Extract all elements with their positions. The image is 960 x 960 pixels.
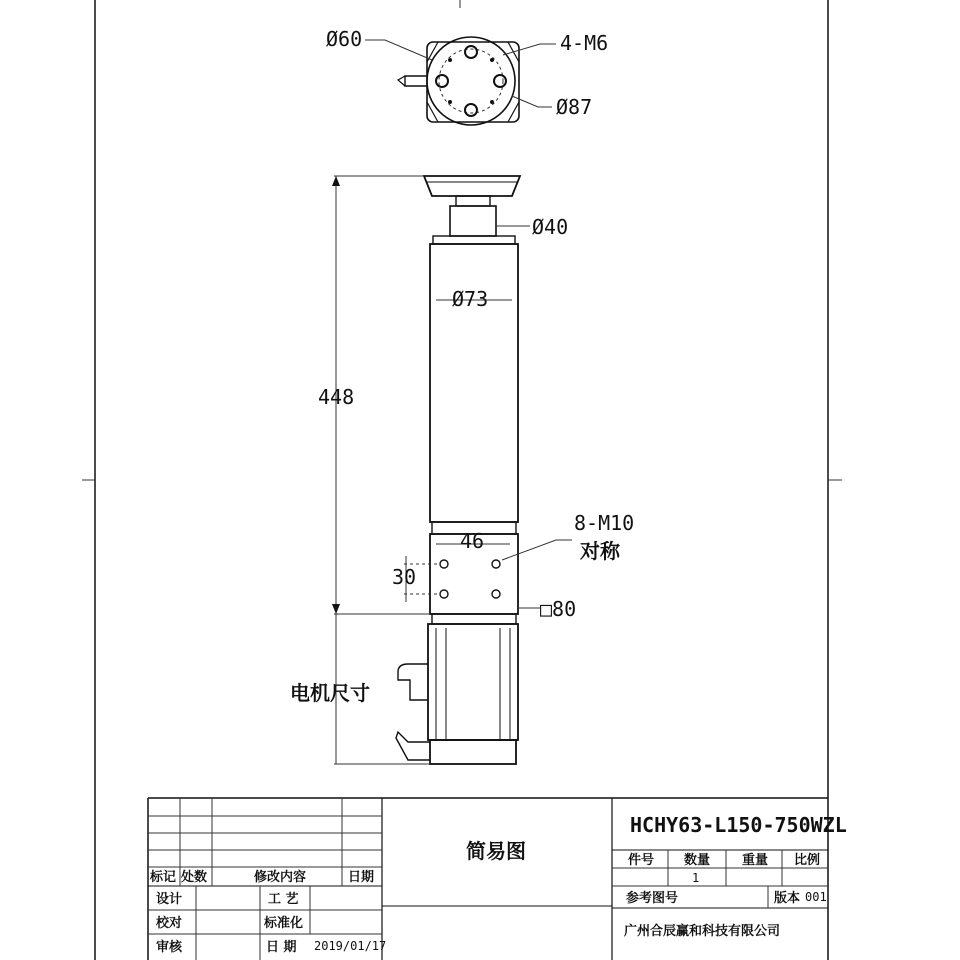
top-view-leaders <box>365 40 556 107</box>
side-view-motor <box>396 614 518 764</box>
tb-date-header: 日期 <box>348 870 375 885</box>
tb-check: 校对 <box>156 916 183 931</box>
dim-d87: Ø87 <box>556 95 593 119</box>
tb-qty: 数量 <box>684 853 711 868</box>
dim-8-m10: 8-M10 <box>574 511 635 535</box>
tb-change: 修改内容 <box>254 870 307 885</box>
dim-d73: Ø73 <box>452 287 489 311</box>
dim-30: 30 <box>392 565 417 589</box>
tb-process: 工 艺 <box>268 892 299 907</box>
tb-version-value: 001 <box>805 890 827 904</box>
dim-sq80: □80 <box>540 597 577 621</box>
tb-mark: 标记 <box>150 870 177 885</box>
model-number: HCHY63-L150-750WZL <box>630 813 847 837</box>
motor-size-label: 电机尺寸 <box>290 681 370 705</box>
dim-symmetric: 对称 <box>580 539 620 563</box>
tb-design: 设计 <box>156 892 183 907</box>
tb-scale: 比例 <box>794 853 821 868</box>
company-name: 广州合辰赢和科技有限公司 <box>624 924 781 939</box>
dim-d60: Ø60 <box>326 27 363 51</box>
dim-46: 46 <box>460 529 485 553</box>
tb-date-label: 日 期 <box>266 940 297 955</box>
tb-place: 处数 <box>181 870 208 885</box>
top-view-flange <box>398 37 519 125</box>
tb-weight: 重量 <box>742 853 769 868</box>
tb-standard: 标准化 <box>264 916 304 931</box>
side-view-top-cap <box>424 176 530 236</box>
tb-part-no: 件号 <box>628 853 655 868</box>
dim-4-m6: 4-M6 <box>560 31 609 55</box>
dim-d40: Ø40 <box>532 215 569 239</box>
length-dimension <box>332 176 510 764</box>
tb-ref-drawing: 参考图号 <box>626 891 679 906</box>
tb-version-label: 版本 <box>774 891 801 906</box>
drawing-name: 简易图 <box>466 839 526 863</box>
side-view-tube <box>430 236 518 534</box>
tb-review: 审核 <box>156 940 183 955</box>
dim-448: 448 <box>318 385 355 409</box>
tb-qty-value: 1 <box>692 871 700 885</box>
tb-date-value: 2019/01/17 <box>314 939 387 953</box>
